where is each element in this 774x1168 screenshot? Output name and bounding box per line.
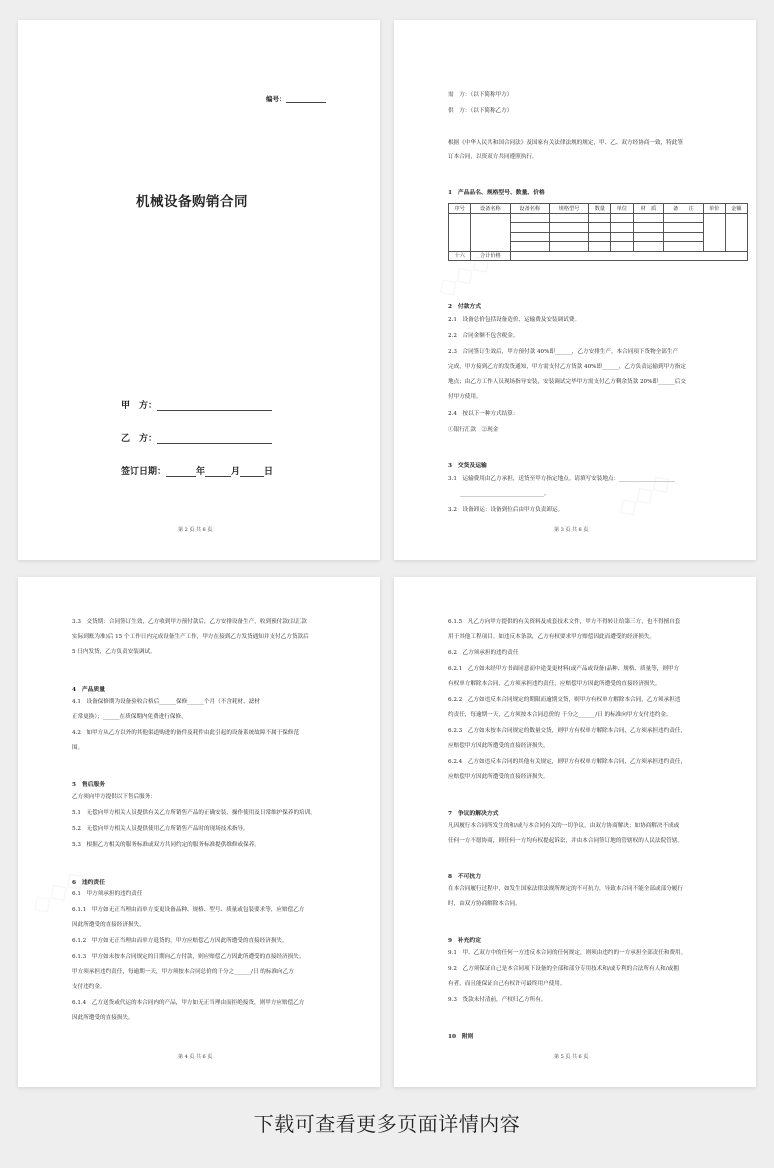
- section-heading: 9 补充约定: [448, 938, 482, 944]
- contract-page-5: [394, 577, 756, 1087]
- clause-text: 支付违约金。: [72, 984, 106, 990]
- buyer-line: 需 方：（以下简称甲方）: [448, 92, 513, 98]
- clause-text: 9.3 货款未付清前，产权归乙方所有。: [448, 997, 547, 1003]
- section-heading: 3 交货及运输: [448, 463, 487, 469]
- clause-text: 凡因履行本合同所发生的和/或与本合同有关的一切争议，由双方协商解决；如协商解决不成或: [448, 823, 680, 829]
- clause-text: 甲方须承担违约责任，每逾期一天，甲方须按本合同总价的千分之______/日 的标准向乙方: [72, 969, 294, 975]
- clause-text: 2.4 按以下一种方式结算：: [448, 411, 519, 417]
- clause-text: 9.1 甲、乙双方中的任何一方违反本合同的任何规定，则须由违约的一方承担全部责任和费用。: [448, 950, 687, 956]
- clause-text: 6.1.3 甲方如未按本合同规定的日期向乙方付款，则应赔偿乙方因此所遭受的直接经济损失；: [72, 954, 305, 960]
- table-header-cell: 设备名称: [471, 204, 510, 214]
- table-header-cell: 数量: [589, 204, 611, 214]
- party-a-line: 甲 方：: [121, 398, 272, 411]
- download-more-banner: 下载可查看更多页面详情内容: [253, 1112, 521, 1136]
- table-header-cell: 金额: [725, 204, 747, 214]
- clause-text: 围。: [72, 745, 84, 751]
- table-header-cell: 单位: [611, 204, 633, 214]
- clause-text: 2.2 合同金额不包含税金。: [448, 333, 519, 339]
- clause-text: 6.1.1 甲方如无正当理由而单方变更设备品种、规格、型号、质量或包装要求等，应赔偿乙方: [72, 907, 305, 913]
- party-b-line: 乙 方：: [121, 431, 272, 444]
- section-heading: 6 违约责任: [72, 880, 106, 886]
- contract-page-3: [394, 20, 756, 560]
- clause-text: 时，由双方协商解除本合同。: [448, 901, 521, 907]
- page-footer: 第 4 页 共 6 页: [178, 1054, 213, 1060]
- table-header-cell: 单价: [703, 204, 725, 214]
- clause-text: 应赔偿甲方因此所遭受的直接经济损失。: [448, 774, 549, 780]
- page-footer: 第 3 页 共 6 页: [554, 527, 589, 533]
- clause-text: 6.2.1 乙方如未经甲方书面同意而中途变更材料(或产品或设备)品种、规格、质量等，则甲方: [448, 666, 680, 672]
- clause-text: ①银行汇款 ②现金: [448, 427, 499, 433]
- cover-page: [18, 20, 380, 560]
- table-header-cell: 备 注: [664, 204, 703, 214]
- clause-text: 2.3 合同签订生效后，甲方预付款 40%即______，乙方安排生产，本合同项下货物全部生产: [448, 349, 679, 355]
- clause-text: 在本合同履行过程中，如发生国家法律法规所规定的不可抗力，导致本合同不能全部或部分履行: [448, 886, 683, 892]
- clause-text: 任何一方不愿协商，则任何一方均有权提起诉讼，并由本合同签订地的管辖权的人民法院管辖。: [448, 838, 683, 844]
- contract-page-4: [18, 577, 380, 1087]
- clause-text: 因此所遭受的直接损失。: [72, 1015, 134, 1021]
- clause-text: 6.2.4 乙方如违反本合同的其他有关规定，则甲方有权单方解除本合同，乙方须承担违约责任，: [448, 759, 686, 765]
- clause-text: 6.2.2 乙方如违反本合同规定的期限而逾期交货，则甲方有权单方解除本合同，乙方须承担违: [448, 697, 681, 703]
- clause-text: 2.1 设备总价包括设备造价、运输费及安装调试费。: [448, 317, 580, 323]
- clause-text: 6.1.5 凡乙方向甲方提供的有关资料及成套技术文件，甲方不得转让给第三方，也不得擅自套: [448, 619, 681, 625]
- table-header-cell: 序号: [449, 204, 471, 214]
- clause-text: 因此所遭受的直接经济损失。: [72, 922, 145, 928]
- page-footer: 第 5 页 共 6 页: [554, 1054, 589, 1060]
- clause-text: 6.1.2 甲方如无正当理由而单方退货的，甲方应赔偿乙方因此所遭受的直接经济损失。: [72, 938, 288, 944]
- table-total-label: 合计价格: [471, 251, 510, 261]
- table-total-row: [449, 251, 748, 261]
- clause-text: 6.2 乙方须承担的违约责任: [448, 650, 519, 656]
- seller-line: 供 方：（以下简称乙方）: [448, 108, 513, 114]
- clause-text: 应赔偿甲方因此所遭受的直接经济损失。: [448, 743, 549, 749]
- table-header-cell: 规格型号: [549, 204, 588, 214]
- page-footer: 第 2 页 共 6 页: [178, 527, 213, 533]
- clause-text: 9.2 乙方须保证自己是本合同项下设备的全部和部分专用技术和/或专利的合法所有人和/或拥: [448, 966, 679, 972]
- section-heading: 5 售后服务: [72, 782, 106, 788]
- table-header-cell: 材 质: [633, 204, 664, 214]
- clause-text: 4.2 如甲方从乙方以外的其他渠道购进的备件及耗件由此引起的设备系统故障不属于保修范: [72, 730, 300, 736]
- clause-text: 3.3 交货期：合同签订生效，乙方收到甲方预付款后，乙方安排设备生产，收到预付款(以汇款: [72, 619, 307, 625]
- table-row: [449, 213, 748, 223]
- clause-text: 付甲方使用。: [448, 394, 482, 400]
- section-heading: 8 不可抗力: [448, 874, 482, 880]
- clause-text: 乙方须向甲方提供以下售后服务：: [72, 794, 156, 800]
- clause-text: 实际到账为准)后 15 个工作日内完成设备生产工作，甲方在接到乙方发货通知并支付乙方货款后: [72, 634, 309, 640]
- table-header-cell: 设备名称: [510, 204, 549, 214]
- clause-text: 5.2 无偿向甲方相关人员提供使用乙方所销售产品时的现场技术指导。: [72, 826, 249, 832]
- section-heading: 2 付款方式: [448, 304, 482, 310]
- contract-number-label: 编号：: [266, 94, 326, 103]
- clause-text: 完成，甲方接到乙方的发货通知，甲方需支付乙方货款 40%即______，乙方负责运输到甲方指定: [448, 364, 686, 370]
- clause-text: 地点；由乙方工作人员现场指导安装，安装调试完毕甲方需支付乙方剩余货款 20%即______后交: [448, 379, 686, 385]
- product-table: [448, 203, 748, 261]
- clause-text: 5.3 根据乙方相关的服务标准或双方共同约定的服务标准提供维修或保养。: [72, 842, 260, 848]
- clause-text: 6.2.3 乙方如未按本合同规定的数量交货，则甲方有权单方解除本合同，乙方须承担违约责任，: [448, 728, 686, 734]
- clause-text: 3.1 运输费用由乙方承担，送货至甲方指定地点。请填写安装地点：____________________: [448, 476, 676, 482]
- clause-text: 约责任，每逾期一天，乙方须按本合同总价的 千分之______/日 的标准向甲方支付违约金。: [448, 712, 672, 718]
- clause-text: 6.1.4 乙方送货或代运的本合同内的产品，甲方如无正当理由而拒绝接货，则甲方应赔偿乙方: [72, 1000, 305, 1006]
- intro-text: 订本合同，以资双方共同遵照执行。: [448, 154, 538, 160]
- clause-text: 3.2 设备卸运：设备到位后由甲方负责卸运。: [448, 507, 564, 513]
- intro-text: 根据《中华人民共和国合同法》及国家有关法律法规的规定，甲、乙、双方经协商一致，特此签: [448, 140, 683, 146]
- table-total-number: 十六: [449, 251, 471, 261]
- clause-text: 6.1 甲方须承担的违约责任: [72, 891, 143, 897]
- section-heading: 10 附则: [448, 1034, 474, 1040]
- clause-text: 5 日内发货，乙方负责安装调试。: [72, 649, 156, 655]
- section-heading: 4 产品质量: [72, 687, 106, 693]
- contract-title: 机械设备购销合同: [136, 194, 248, 210]
- watermark: [611, 466, 677, 525]
- clause-text: 用于其他工程项目。如违反本条款，乙方有权要求甲方赔偿因此而遭受的经济损失。: [448, 634, 655, 640]
- clause-text: 正常更换）；______在质保期内免费进行保修。: [72, 714, 187, 720]
- section-heading: 1 产品品名、规格型号、数量、价格: [448, 190, 545, 196]
- clause-text: 4.1 设备保修期为设备验收合格后______保修______个月（不含耗材、滤材: [72, 699, 260, 705]
- clause-text: ______________________________。: [460, 491, 550, 497]
- sign-date-line: 签订日期： 年 月 日: [121, 467, 274, 477]
- section-heading: 7 争议的解决方式: [448, 811, 499, 817]
- clause-text: 5.1 无偿向甲方相关人员提供有关乙方所销售产品的正确安装、操作使用及日常维护保养的培训。: [72, 810, 316, 816]
- table-header-row: [449, 204, 748, 214]
- clause-text: 有者，而且能保证自己有权许可最终用户使用。: [448, 981, 566, 987]
- clause-text: 有权单方解除本合同，乙方须承担违约责任，应赔偿甲方因此所遭受的直接经济损失。: [448, 681, 661, 687]
